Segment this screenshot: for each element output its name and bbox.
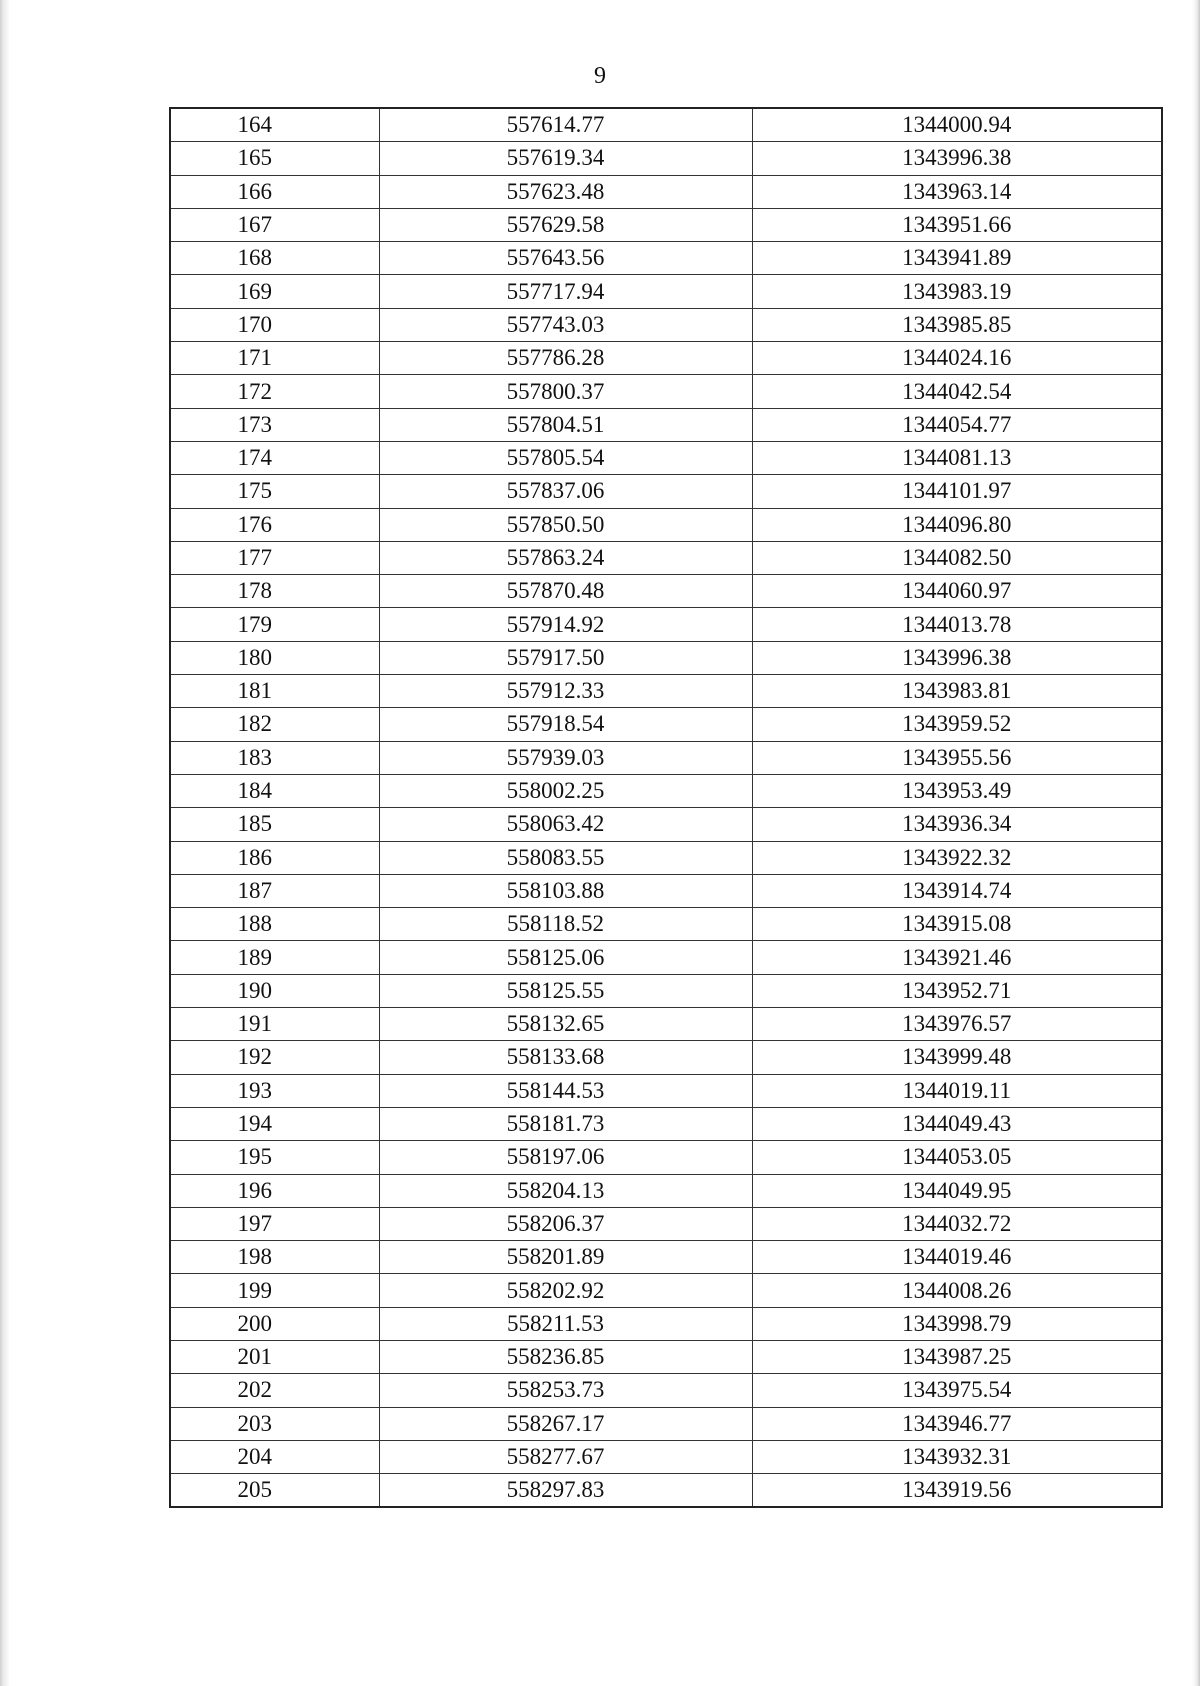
table-row — [170, 608, 1162, 641]
point-number-cell: 167 — [170, 208, 379, 241]
x-coordinate-cell: 557805.54 — [379, 441, 752, 474]
table-row — [170, 874, 1162, 907]
point-number-cell: 195 — [170, 1141, 379, 1174]
table-row — [170, 208, 1162, 241]
point-number-cell: 172 — [170, 375, 379, 408]
x-coordinate-cell: 558118.52 — [379, 908, 752, 941]
y-coordinate-cell: 1344049.43 — [752, 1107, 1162, 1140]
point-number-cell: 165 — [170, 142, 379, 175]
y-coordinate-cell: 1344101.97 — [752, 475, 1162, 508]
x-coordinate-cell: 558002.25 — [379, 774, 752, 807]
x-coordinate-cell: 558267.17 — [379, 1407, 752, 1440]
x-coordinate-cell: 557918.54 — [379, 708, 752, 741]
x-coordinate-cell: 558083.55 — [379, 841, 752, 874]
point-number-cell: 196 — [170, 1174, 379, 1207]
y-coordinate-cell: 1344019.46 — [752, 1241, 1162, 1274]
x-coordinate-cell: 558133.68 — [379, 1041, 752, 1074]
y-coordinate-cell: 1344081.13 — [752, 441, 1162, 474]
table-row — [170, 908, 1162, 941]
x-coordinate-cell: 558063.42 — [379, 808, 752, 841]
x-coordinate-cell: 557629.58 — [379, 208, 752, 241]
table-row — [170, 408, 1162, 441]
point-number-cell: 187 — [170, 874, 379, 907]
table-row — [170, 808, 1162, 841]
y-coordinate-cell: 1344008.26 — [752, 1274, 1162, 1307]
table-row — [170, 1440, 1162, 1473]
x-coordinate-cell: 557850.50 — [379, 508, 752, 541]
table-row — [170, 1107, 1162, 1140]
y-coordinate-cell: 1343996.38 — [752, 142, 1162, 175]
table-row — [170, 841, 1162, 874]
y-coordinate-cell: 1344042.54 — [752, 375, 1162, 408]
x-coordinate-cell: 557623.48 — [379, 175, 752, 208]
x-coordinate-cell: 558211.53 — [379, 1307, 752, 1340]
y-coordinate-cell: 1343915.08 — [752, 908, 1162, 941]
y-coordinate-cell: 1344082.50 — [752, 541, 1162, 574]
y-coordinate-cell: 1343998.79 — [752, 1307, 1162, 1340]
x-coordinate-cell: 557912.33 — [379, 675, 752, 708]
point-number-cell: 177 — [170, 541, 379, 574]
table-row — [170, 741, 1162, 774]
point-number-cell: 178 — [170, 575, 379, 608]
table-row — [170, 575, 1162, 608]
y-coordinate-cell: 1343921.46 — [752, 941, 1162, 974]
point-number-cell: 179 — [170, 608, 379, 641]
y-coordinate-cell: 1344013.78 — [752, 608, 1162, 641]
y-coordinate-cell: 1343985.85 — [752, 308, 1162, 341]
x-coordinate-cell: 557837.06 — [379, 475, 752, 508]
table-row — [170, 675, 1162, 708]
coordinate-table-body — [170, 108, 1162, 1507]
y-coordinate-cell: 1343983.19 — [752, 275, 1162, 308]
x-coordinate-cell: 558202.92 — [379, 1274, 752, 1307]
x-coordinate-cell: 558181.73 — [379, 1107, 752, 1140]
x-coordinate-cell: 557804.51 — [379, 408, 752, 441]
point-number-cell: 205 — [170, 1474, 379, 1508]
x-coordinate-cell: 558253.73 — [379, 1374, 752, 1407]
point-number-cell: 203 — [170, 1407, 379, 1440]
y-coordinate-cell: 1343976.57 — [752, 1008, 1162, 1041]
table-row — [170, 1241, 1162, 1274]
table-row — [170, 175, 1162, 208]
table-row — [170, 142, 1162, 175]
table-row — [170, 1074, 1162, 1107]
point-number-cell: 170 — [170, 308, 379, 341]
point-number-cell: 200 — [170, 1307, 379, 1340]
point-number-cell: 175 — [170, 475, 379, 508]
y-coordinate-cell: 1344032.72 — [752, 1207, 1162, 1240]
table-row — [170, 508, 1162, 541]
table-row — [170, 1374, 1162, 1407]
x-coordinate-cell: 557717.94 — [379, 275, 752, 308]
point-number-cell: 168 — [170, 242, 379, 275]
x-coordinate-cell: 557786.28 — [379, 342, 752, 375]
table-row — [170, 1041, 1162, 1074]
table-row — [170, 1274, 1162, 1307]
y-coordinate-cell: 1343946.77 — [752, 1407, 1162, 1440]
y-coordinate-cell: 1344053.05 — [752, 1141, 1162, 1174]
x-coordinate-cell: 558236.85 — [379, 1340, 752, 1373]
x-coordinate-cell: 557863.24 — [379, 541, 752, 574]
page-number: 9 — [594, 63, 606, 89]
point-number-cell: 191 — [170, 1008, 379, 1041]
y-coordinate-cell: 1343941.89 — [752, 242, 1162, 275]
y-coordinate-cell: 1343932.31 — [752, 1440, 1162, 1473]
point-number-cell: 189 — [170, 941, 379, 974]
x-coordinate-cell: 557619.34 — [379, 142, 752, 175]
scan-edge-left — [0, 0, 10, 1686]
point-number-cell: 164 — [170, 108, 379, 142]
point-number-cell: 190 — [170, 974, 379, 1007]
x-coordinate-cell: 557614.77 — [379, 108, 752, 142]
y-coordinate-cell: 1343959.52 — [752, 708, 1162, 741]
y-coordinate-cell: 1343983.81 — [752, 675, 1162, 708]
x-coordinate-cell: 558297.83 — [379, 1474, 752, 1508]
x-coordinate-cell: 558132.65 — [379, 1008, 752, 1041]
table-row — [170, 308, 1162, 341]
x-coordinate-cell: 558206.37 — [379, 1207, 752, 1240]
point-number-cell: 169 — [170, 275, 379, 308]
y-coordinate-cell: 1343953.49 — [752, 774, 1162, 807]
table-row — [170, 641, 1162, 674]
x-coordinate-cell: 558125.06 — [379, 941, 752, 974]
x-coordinate-cell: 558201.89 — [379, 1241, 752, 1274]
y-coordinate-cell: 1344096.80 — [752, 508, 1162, 541]
y-coordinate-cell: 1343987.25 — [752, 1340, 1162, 1373]
y-coordinate-cell: 1344024.16 — [752, 342, 1162, 375]
y-coordinate-cell: 1343952.71 — [752, 974, 1162, 1007]
table-row — [170, 475, 1162, 508]
table-row — [170, 1141, 1162, 1174]
table-row — [170, 1474, 1162, 1508]
y-coordinate-cell: 1343951.66 — [752, 208, 1162, 241]
point-number-cell: 171 — [170, 342, 379, 375]
point-number-cell: 185 — [170, 808, 379, 841]
y-coordinate-cell: 1343919.56 — [752, 1474, 1162, 1508]
y-coordinate-cell: 1343975.54 — [752, 1374, 1162, 1407]
table-row — [170, 1207, 1162, 1240]
x-coordinate-cell: 557870.48 — [379, 575, 752, 608]
table-row — [170, 1340, 1162, 1373]
y-coordinate-cell: 1343955.56 — [752, 741, 1162, 774]
table-row — [170, 974, 1162, 1007]
point-number-cell: 197 — [170, 1207, 379, 1240]
y-coordinate-cell: 1344054.77 — [752, 408, 1162, 441]
point-number-cell: 184 — [170, 774, 379, 807]
point-number-cell: 199 — [170, 1274, 379, 1307]
table-row — [170, 941, 1162, 974]
y-coordinate-cell: 1343936.34 — [752, 808, 1162, 841]
table-row — [170, 774, 1162, 807]
y-coordinate-cell: 1343996.38 — [752, 641, 1162, 674]
coordinate-table — [169, 107, 1163, 1508]
x-coordinate-cell: 558144.53 — [379, 1074, 752, 1107]
point-number-cell: 180 — [170, 641, 379, 674]
x-coordinate-cell: 557800.37 — [379, 375, 752, 408]
x-coordinate-cell: 557914.92 — [379, 608, 752, 641]
x-coordinate-cell: 558103.88 — [379, 874, 752, 907]
table-row — [170, 342, 1162, 375]
table-row — [170, 441, 1162, 474]
point-number-cell: 192 — [170, 1041, 379, 1074]
table-row — [170, 242, 1162, 275]
x-coordinate-cell: 557917.50 — [379, 641, 752, 674]
point-number-cell: 174 — [170, 441, 379, 474]
y-coordinate-cell: 1344000.94 — [752, 108, 1162, 142]
x-coordinate-cell: 558125.55 — [379, 974, 752, 1007]
y-coordinate-cell: 1343999.48 — [752, 1041, 1162, 1074]
y-coordinate-cell: 1343914.74 — [752, 874, 1162, 907]
point-number-cell: 204 — [170, 1440, 379, 1473]
point-number-cell: 166 — [170, 175, 379, 208]
y-coordinate-cell: 1343922.32 — [752, 841, 1162, 874]
table-row — [170, 1174, 1162, 1207]
y-coordinate-cell: 1344060.97 — [752, 575, 1162, 608]
x-coordinate-cell: 557743.03 — [379, 308, 752, 341]
point-number-cell: 201 — [170, 1340, 379, 1373]
y-coordinate-cell: 1343963.14 — [752, 175, 1162, 208]
point-number-cell: 188 — [170, 908, 379, 941]
point-number-cell: 193 — [170, 1074, 379, 1107]
y-coordinate-cell: 1344019.11 — [752, 1074, 1162, 1107]
table-row — [170, 541, 1162, 574]
table-row — [170, 1307, 1162, 1340]
x-coordinate-cell: 558204.13 — [379, 1174, 752, 1207]
point-number-cell: 202 — [170, 1374, 379, 1407]
point-number-cell: 198 — [170, 1241, 379, 1274]
table-row — [170, 1407, 1162, 1440]
scan-edge-right — [1192, 0, 1200, 1686]
point-number-cell: 176 — [170, 508, 379, 541]
point-number-cell: 182 — [170, 708, 379, 741]
x-coordinate-cell: 558277.67 — [379, 1440, 752, 1473]
point-number-cell: 186 — [170, 841, 379, 874]
table-row — [170, 708, 1162, 741]
x-coordinate-cell: 557939.03 — [379, 741, 752, 774]
y-coordinate-cell: 1344049.95 — [752, 1174, 1162, 1207]
table-row — [170, 275, 1162, 308]
point-number-cell: 194 — [170, 1107, 379, 1140]
table-row — [170, 108, 1162, 142]
x-coordinate-cell: 558197.06 — [379, 1141, 752, 1174]
point-number-cell: 181 — [170, 675, 379, 708]
point-number-cell: 183 — [170, 741, 379, 774]
point-number-cell: 173 — [170, 408, 379, 441]
table-row — [170, 375, 1162, 408]
table-row — [170, 1008, 1162, 1041]
x-coordinate-cell: 557643.56 — [379, 242, 752, 275]
